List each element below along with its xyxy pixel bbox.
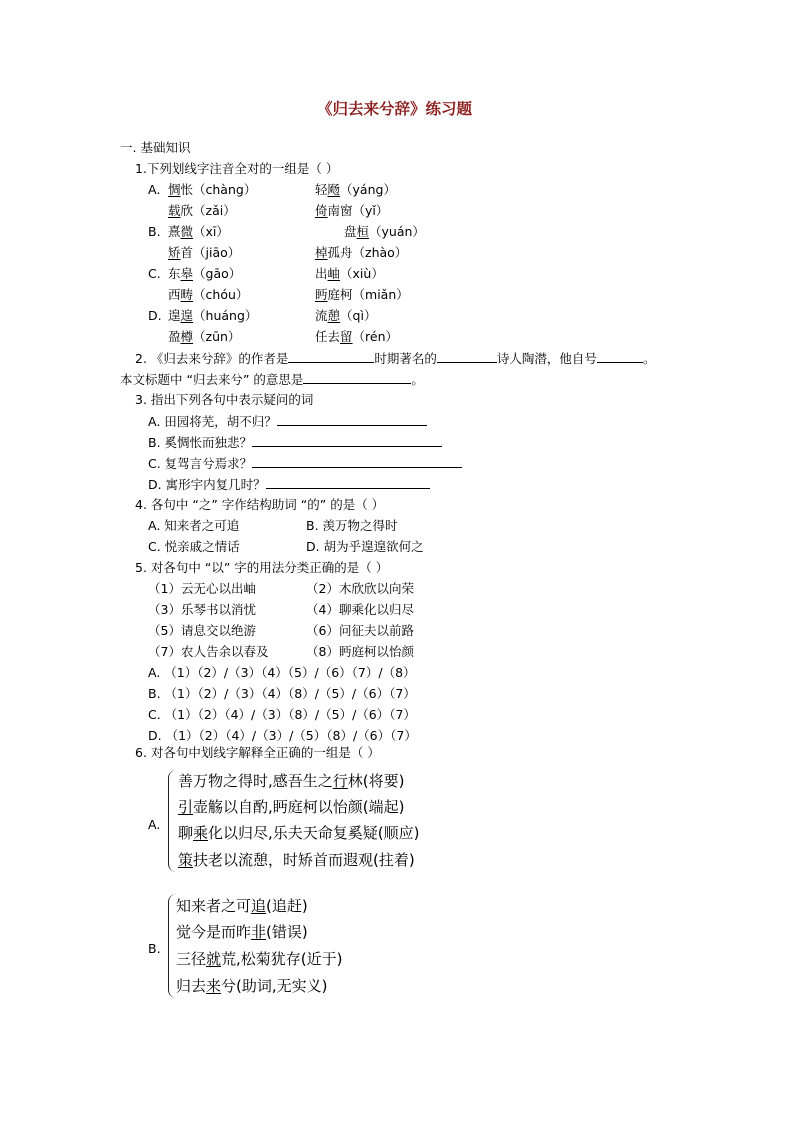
q1-c-item-2: 出岫（xiù）	[315, 266, 384, 281]
page-title: 《归去来兮辞》练习题	[317, 100, 473, 118]
answer-blank[interactable]	[252, 434, 442, 447]
q1-a-item-1: 惆怅（chàng）	[168, 182, 257, 197]
answer-blank[interactable]	[288, 350, 374, 363]
q3-option-c: C. 复驾言兮焉求？	[148, 455, 462, 472]
q1-option-d-label: D.	[148, 308, 162, 323]
question-2-line-2: 本文标题中 “归去来兮” 的意思是 。	[120, 372, 424, 387]
q5-item: （7）农人告余以春及	[148, 644, 269, 659]
question-1-stem: 1.下列划线字注音全对的一组是（ ）	[135, 161, 339, 176]
q6-a-line-1: 善万物之得时,感吾生之行林(将要)	[178, 772, 405, 790]
q6-a-line-3: 聊乘化以归尽,乐夫天命复奚疑(顺应)	[178, 824, 420, 842]
question-2-line-1: 2. 《归去来兮辞》的作者是 时期著名的 诗人陶潜，他自号 。	[135, 351, 656, 366]
q4-option-a: A. 知来者之可追	[148, 518, 240, 533]
q6-option-a-label: A.	[148, 817, 161, 832]
q1-b-item-4: 棹孤舟（zhào）	[315, 245, 408, 260]
q4-option-c: C. 悦亲戚之情话	[148, 539, 240, 554]
q6-option-b-label: B.	[148, 941, 161, 956]
q1-b-item-3: 矫首（jiāo）	[168, 245, 241, 260]
q1-a-item-2: 轻飏（yáng）	[315, 182, 396, 197]
q1-option-a-label: A.	[148, 182, 161, 197]
question-3-stem: 3. 指出下列各句中表示疑问的词	[135, 392, 314, 407]
answer-blank[interactable]	[277, 413, 427, 426]
q1-c-item-1: 东皋（gāo）	[168, 266, 242, 281]
q5-option-a: A. （1）（2）/（3）（4）（5）/（6）（7）/（8）	[148, 665, 416, 680]
q6-a-line-2: 引壶觞以自酌,眄庭柯以怡颜(端起)	[178, 798, 405, 816]
q5-item: （2）木欣欣以向荣	[306, 581, 414, 596]
q1-d-item-2: 流憩（qì）	[315, 308, 377, 323]
q1-option-b-label: B.	[148, 224, 161, 239]
answer-blank[interactable]	[597, 350, 643, 363]
q5-option-b: B. （1）（2）/（3）（4）（8）/（5）/（6）（7）	[148, 686, 416, 701]
q5-item: （3）乐琴书以消忧	[148, 602, 256, 617]
answer-blank[interactable]	[437, 350, 497, 363]
q6-a-brace	[168, 770, 177, 872]
q4-option-b: B. 羡万物之得时	[306, 518, 398, 533]
q1-option-c-label: C.	[148, 266, 161, 281]
q5-item: （6）问征夫以前路	[306, 623, 414, 638]
q6-b-line-3: 三径就荒,松菊犹存(近于)	[176, 950, 343, 968]
q1-d-item-3: 盈樽（zūn）	[168, 329, 241, 344]
q3-option-d: D. 寓形宇内复几时？	[148, 476, 430, 493]
q5-option-c: C. （1）（2）（4）/（3）（8）/（5）/（6）（7）	[148, 707, 416, 722]
q1-d-item-4: 任去留（rén）	[315, 329, 399, 344]
q3-option-a: A. 田园将芜，胡不归？	[148, 413, 427, 430]
q1-a-item-3: 载欣（zǎi）	[168, 203, 236, 218]
q1-c-item-3: 西畴（chóu）	[168, 287, 249, 302]
q6-b-line-1: 知来者之可追(追赶)	[176, 897, 308, 915]
question-5-stem: 5. 对各句中 “以” 字的用法分类正确的是（ ）	[135, 560, 389, 575]
q1-a-item-4: 倚南窗（yǐ）	[315, 203, 389, 218]
q1-b-item-1: 熹微（xī）	[168, 224, 229, 239]
question-6-stem: 6. 对各句中划线字解释全正确的一组是（ ）	[135, 745, 380, 760]
q6-a-line-4: 策扶老以流憩，时矫首而遐观(拄着)	[178, 851, 415, 869]
q1-c-item-4: 眄庭柯（miǎn）	[315, 287, 409, 302]
q4-option-d: D. 胡为乎遑遑欲何之	[306, 539, 424, 554]
q6-b-line-4: 归去来兮(助词,无实义)	[176, 977, 328, 995]
answer-blank[interactable]	[252, 455, 462, 468]
q5-item: （8）眄庭柯以怡颜	[306, 644, 414, 659]
q5-item: （4）聊乘化以归尽	[306, 602, 414, 617]
answer-blank[interactable]	[303, 371, 411, 384]
section-heading: 一. 基础知识	[120, 140, 191, 155]
q6-b-line-2: 觉今是而昨非(错误)	[176, 923, 308, 941]
q1-d-item-1: 遑遑（huáng）	[168, 308, 258, 323]
q1-b-item-2: 盘桓（yuán）	[344, 224, 425, 239]
q3-option-b: B. 奚惆怅而独悲？	[148, 434, 442, 451]
q5-item: （1）云无心以出岫	[148, 581, 256, 596]
q5-item: （5）请息交以绝游	[148, 623, 256, 638]
question-4-stem: 4. 各句中 “之” 字作结构助词 “的” 的是（ ）	[135, 497, 385, 512]
q5-option-d: D. （1）（2）（4）/（3）/（5）（8）/（6）（7）	[148, 728, 417, 743]
answer-blank[interactable]	[266, 476, 430, 489]
